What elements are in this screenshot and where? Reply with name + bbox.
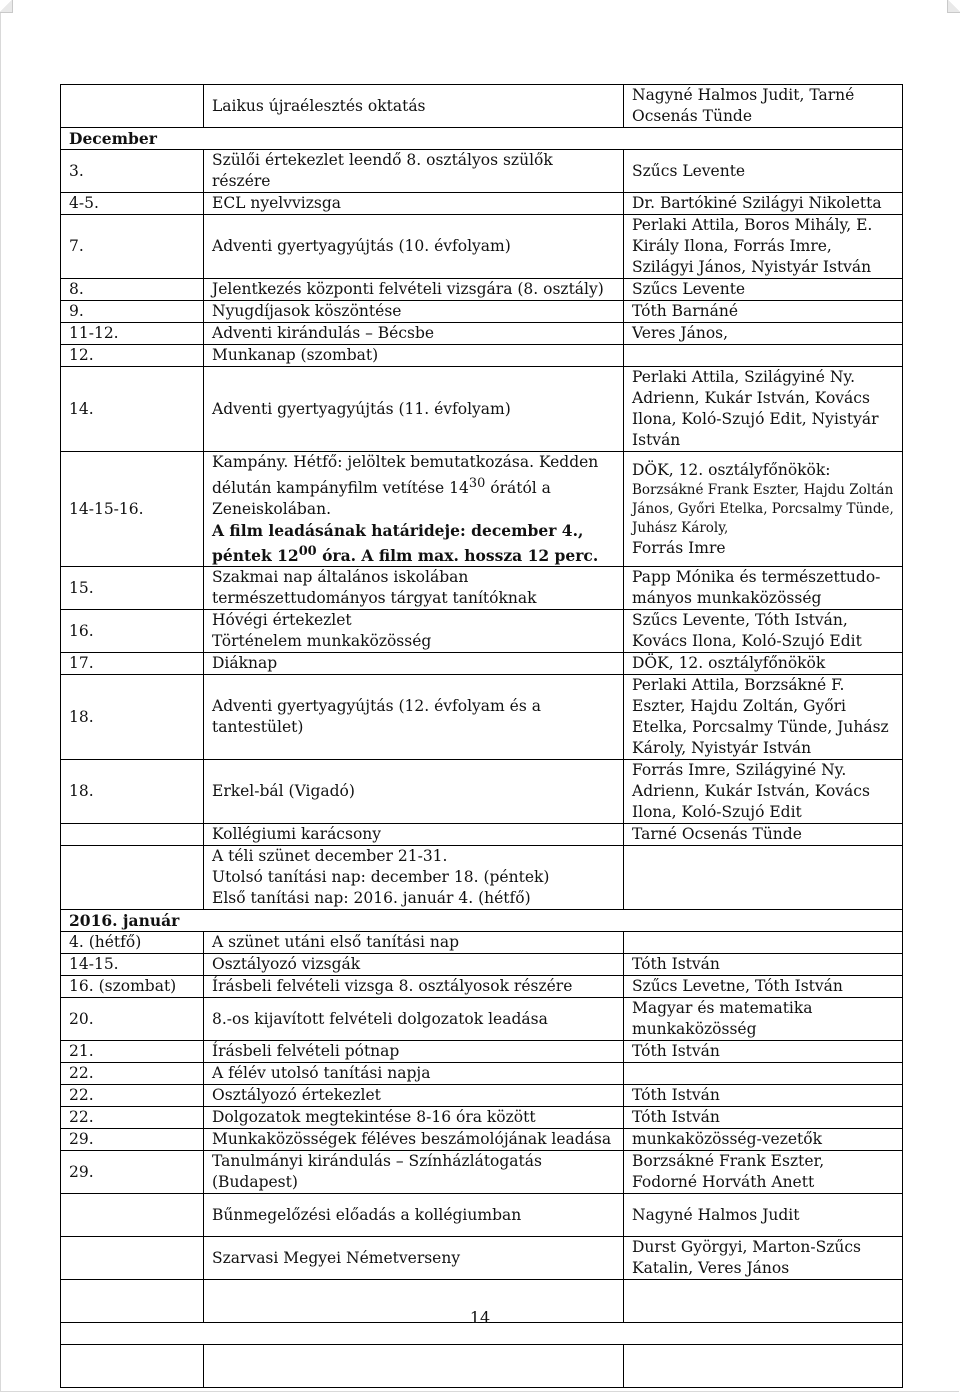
table-row [61,1041,903,1063]
table-row [61,301,903,323]
section-row [61,910,903,932]
date-cell [61,846,204,910]
event-cell: A félév utolsó tanítási napja [204,1063,624,1085]
event-cell: Adventi gyertyagyújtás (10. évfolyam) [204,215,624,279]
date-cell [61,85,204,128]
responsible-cell: Veres János, [624,323,903,345]
event-cell [204,846,624,910]
date-cell: 4-5. [61,193,204,215]
date-cell: 14. [61,367,204,452]
table-row [61,1085,903,1107]
film-deadline-text [212,520,615,566]
event-cell: Szülői értekezlet leendő 8. osztályos szülők részére [204,150,624,193]
responsible-cell: Nagyné Halmos Judit, Tarné Ocsenás Tünde [624,85,903,128]
table-row [61,345,903,367]
table-row [61,452,903,567]
responsible-cell: Perlaki Attila, Boros Mihály, E. Király Ilona, Forrás Imre, Szilágyi János, Nyistyár István [624,215,903,279]
event-cell: Dolgozatok megtekintése 8-16 óra között [204,1107,624,1129]
event-text [212,453,598,518]
table-row [61,1194,903,1237]
date-cell: 8. [61,279,204,301]
responsible-cell: Perlaki Attila, Szilágyiné Ny. Adrienn, Kukár István, Kovács Ilona, Koló-Szujó Edit, Nyistyár István [624,367,903,452]
date-cell: 18. [61,675,204,760]
responsible-cell: Tarné Ocsenás Tünde [624,824,903,846]
responsible-cell: Nagyné Halmos Judit [624,1194,903,1237]
responsible-cell: Szűcs Levente, Tóth István, Kovács Ilona, Koló-Szujó Edit [624,610,903,653]
event-cell: Nyugdíjasok köszöntése [204,301,624,323]
date-cell: 21. [61,1041,204,1063]
event-cell: Munkanap (szombat) [204,345,624,367]
section-row [61,128,903,150]
time-superscript: 30 [468,476,486,491]
event-cell: Laikus újraélesztés oktatás [204,85,624,128]
responsible-cell [624,1063,903,1085]
responsible-cell [624,452,903,567]
page-corner-fold [947,0,960,13]
event-cell: A szünet utáni első tanítási nap [204,932,624,954]
event-cell: Írásbeli felvételi vizsga 8. osztályosok részére [204,976,624,998]
event-text-part: A film leadásának határideje: december 4., péntek 12 [212,521,584,566]
responsible-line: Borzsákné Frank Eszter, Hajdu Zoltán János, Győri Etelka, Porcsalmy Tünde, Juhász Károly, [632,481,894,536]
table-row [61,760,903,824]
date-cell [61,1345,204,1388]
date-cell: 22. [61,1063,204,1085]
event-cell: Osztályozó értekezlet [204,1085,624,1107]
date-cell: 4. (hétfő) [61,932,204,954]
table-row [61,367,903,452]
responsible-cell: Szűcs Levetne, Tóth István [624,976,903,998]
event-cell: 8.-os kijavított felvételi dolgozatok leadása [204,998,624,1041]
table-row [61,653,903,675]
table-row [61,846,903,910]
responsible-cell: Papp Mónika és természettudo-mányos munkaközösség [624,567,903,610]
event-cell: Szakmai nap általános iskolában természettudományos tárgyat tanítóknak [204,567,624,610]
event-text-part: órától a Zeneiskolában. [212,479,551,519]
table-row [61,932,903,954]
responsible-cell [624,846,903,910]
date-cell: 17. [61,653,204,675]
table-row [61,1237,903,1280]
responsible-line: DÖK, 12. osztályfőnökök: [632,460,831,479]
event-line: Utolsó tanítási nap: december 18. (péntek) [212,868,550,887]
responsible-cell: Tóth István [624,954,903,976]
responsible-cell: Borzsákné Frank Eszter, Fodorné Horváth Anett [624,1151,903,1194]
responsible-cell: Durst Györgyi, Marton-Szűcs Katalin, Veres János [624,1237,903,1280]
date-cell: 20. [61,998,204,1041]
table-row [61,976,903,998]
event-cell: Írásbeli felvételi pótnap [204,1041,624,1063]
table-row [61,675,903,760]
table-row [61,998,903,1041]
event-cell [204,1345,624,1388]
table-row [61,1129,903,1151]
event-text-part: Kampány. Hétfő: jelöltek bemutatkozása. Kedden délután kampányfilm vetítése 14 [212,453,599,498]
responsible-cell: Perlaki Attila, Borzsákné F. Eszter, Hajdu Zoltán, Győri Etelka, Porcsalmy Tünde, Juhász Károly, Nyistyár István [624,675,903,760]
table-row [61,610,903,653]
responsible-cell: munkaközösség-vezetők [624,1129,903,1151]
table-row [61,824,903,846]
event-cell: Jelentkezés központi felvételi vizsgára (8. osztály) [204,279,624,301]
responsible-cell [624,345,903,367]
table-row [61,150,903,193]
table-row [61,215,903,279]
event-cell: Adventi kirándulás – Bécsbe [204,323,624,345]
event-cell: Bűnmegelőzési előadás a kollégiumban [204,1194,624,1237]
table-row [61,279,903,301]
responsible-cell [624,1345,903,1388]
event-cell: ECL nyelvvizsga [204,193,624,215]
date-cell: 14-15. [61,954,204,976]
table-row [61,85,903,128]
event-cell: Adventi gyertyagyújtás (11. évfolyam) [204,367,624,452]
event-cell: Munkaközösségek féléves beszámolójának leadása [204,1129,624,1151]
event-text-part: óra. A film max. hossza 12 perc. [316,546,599,566]
date-cell: 7. [61,215,204,279]
date-cell [61,824,204,846]
table-row [61,1107,903,1129]
table-row [61,1345,903,1388]
responsible-line: Forrás Imre [632,538,726,557]
responsible-cell: Dr. Bartókiné Szilágyi Nikoletta [624,193,903,215]
date-cell: 14-15-16. [61,452,204,567]
responsible-cell: Magyar és matematika munkaközösség [624,998,903,1041]
table-row [61,323,903,345]
responsible-cell: Szűcs Levente [624,279,903,301]
date-cell: 29. [61,1151,204,1194]
responsible-cell: Tóth István [624,1107,903,1129]
responsible-cell: DÖK, 12. osztályfőnökök [624,653,903,675]
responsible-cell: Forrás Imre, Szilágyiné Ny. Adrienn, Kukár István, Kovács Ilona, Koló-Szujó Edit [624,760,903,824]
table-row [61,1151,903,1194]
date-cell: 16. [61,610,204,653]
responsible-cell [624,932,903,954]
event-cell [204,610,624,653]
event-cell: Osztályozó vizsgák [204,954,624,976]
page-number: 14 [469,1308,491,1327]
section-heading: December [61,128,903,150]
table-row [61,567,903,610]
event-cell: Erkel-bál (Vigadó) [204,760,624,824]
table-row [61,954,903,976]
date-cell [61,1237,204,1280]
date-cell: 15. [61,567,204,610]
responsible-cell: Tóth Barnáné [624,301,903,323]
event-line: Történelem munkaközösség [212,632,432,651]
date-cell: 9. [61,301,204,323]
date-cell: 29. [61,1129,204,1151]
event-cell: Adventi gyertyagyújtás (12. évfolyam és a tantestület) [204,675,624,760]
section-heading: 2016. január [61,910,903,932]
event-line: Első tanítási nap: 2016. január 4. (hétfő) [212,889,531,908]
event-line: Hóvégi értekezlet [212,611,352,630]
schedule-table [60,84,903,1388]
responsible-cell: Tóth István [624,1085,903,1107]
event-cell: Tanulmányi kirándulás – Színházlátogatás (Budapest) [204,1151,624,1194]
event-line: A téli szünet december 21-31. [212,847,448,866]
date-cell: 16. (szombat) [61,976,204,998]
responsible-cell: Tóth István [624,1041,903,1063]
date-cell: 22. [61,1107,204,1129]
date-cell: 11-12. [61,323,204,345]
event-cell: Szarvasi Megyei Németverseny [204,1237,624,1280]
event-cell: Kollégiumi karácsony [204,824,624,846]
date-cell: 22. [61,1085,204,1107]
date-cell: 3. [61,150,204,193]
page-corner-fold [0,0,13,13]
table-row [61,1063,903,1085]
date-cell: 18. [61,760,204,824]
date-cell [61,1194,204,1237]
time-superscript: 00 [298,544,317,560]
date-cell: 12. [61,345,204,367]
responsible-cell: Szűcs Levente [624,150,903,193]
event-cell: Diáknap [204,653,624,675]
table-row [61,193,903,215]
event-cell [204,452,624,567]
